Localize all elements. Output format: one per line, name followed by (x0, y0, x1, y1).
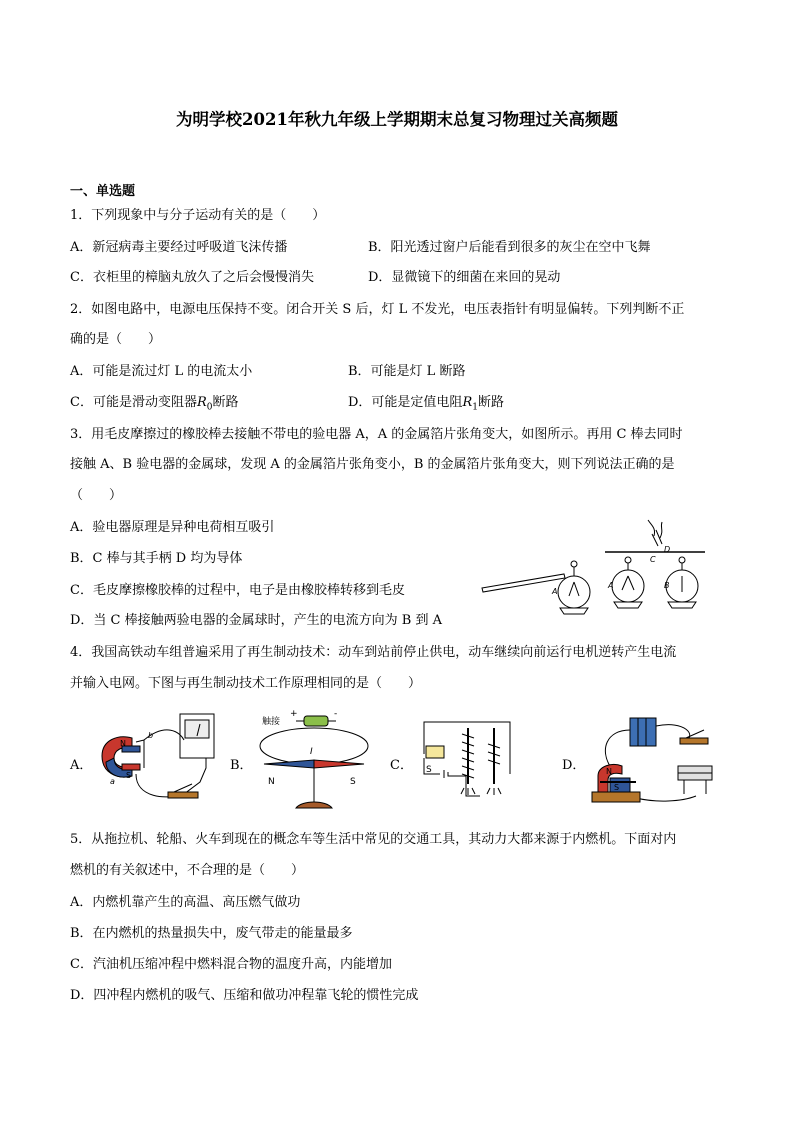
q4-option-d-label: D． (562, 758, 586, 773)
q3-option-c: C．毛皮摩擦橡胶棒的过程中，电子是由橡胶棒转移到毛皮 (70, 583, 405, 598)
q1-option-c: C．衣柜里的樟脑丸放久了之后会慢慢消失 (70, 270, 314, 285)
q1-option-b: B．阳光透过窗户后能看到很多的灰尘在空中飞舞 (368, 240, 651, 255)
q1-stem: 1．下列现象中与分子运动有关的是（ ） (70, 208, 326, 223)
compass-needle (264, 760, 314, 768)
magnet-s: S (126, 771, 132, 780)
q2-option-c-tail: 断路 (212, 395, 239, 410)
q3-stem-line1: 3．用毛皮摩擦过的橡胶棒去接触不带电的验电器 A，A 的金属箔片张角变大，如图所示。再用 C 棒去同时 (70, 427, 683, 442)
q1-option-a: A．新冠病毒主要经过呼吸道飞沫传播 (70, 240, 288, 255)
q2-option-c-var: R (196, 395, 207, 410)
page-title: 为明学校2021年秋九年级上学期期末总复习物理过关高频题 (176, 110, 618, 129)
q2-option-d-text: D．可能是定值电阻 (348, 395, 463, 410)
q3-stem-line2: 接触 A、B 验电器的金属球，发现 A 的金属箔片张角变小，B 的金属箔片张角变大，则下列说法正确的是 (70, 457, 675, 472)
q4-fig-a-generator (96, 712, 224, 804)
magnet-n: N (606, 767, 612, 776)
battery-minus: - (334, 709, 338, 719)
q4-option-a-label: A． (70, 758, 93, 773)
q2-stem-line1: 2．如图电路中，电源电压保持不变。闭合开关 S 后，灯 L 不发光，电压表指针有明显偏转。下列判断不正 (70, 302, 685, 317)
q5-option-c: C．汽油机压缩冲程中燃料混合物的温度升高，内能增加 (70, 957, 392, 972)
label-a1: A (552, 587, 558, 596)
rheostat (426, 746, 444, 758)
q3-option-d: D．当 C 棒接触两验电器的金属球时，产生的电流方向为 B 到 A (70, 613, 442, 628)
battery-plus: + (290, 709, 298, 719)
q2-option-a: A．可能是流过灯 L 的电流太小 (70, 364, 253, 379)
wire-b: b (148, 731, 154, 740)
q2-option-c-text: C．可能是滑动变阻器 (70, 395, 197, 410)
label-b: B (664, 581, 670, 590)
section-heading: 一、单选题 (70, 184, 136, 199)
q2-option-d-sub: 1 (472, 402, 478, 413)
q5-option-d: D．四冲程内燃机的吸气、压缩和做功冲程靠飞轮的惯性完成 (70, 988, 419, 1003)
battery-pack (630, 718, 656, 746)
q4-stem-line1: 4．我国高铁动车组普遍采用了再生制动技术：动车到站前停止供电，动车继续向前运行电机逆转产生电流 (70, 645, 677, 660)
q4-fig-d-motor (586, 710, 720, 810)
q4-option-b-label: B． (230, 758, 253, 773)
q3-option-a: A．验电器原理是异种电荷相互吸引 (70, 520, 275, 535)
magnet-s: S (614, 783, 620, 792)
q3-option-b: B．C 棒与其手柄 D 均为导体 (70, 551, 243, 566)
wire-loop (260, 728, 368, 764)
current-i: I (310, 747, 313, 757)
wire-a: a (110, 777, 115, 786)
label-c: C (650, 555, 656, 564)
electroscope-a-left (558, 561, 590, 614)
q5-option-b: B．在内燃机的热量损失中，废气带走的能量最多 (70, 926, 353, 941)
q2-option-d (348, 394, 504, 417)
electroscope-b (666, 557, 698, 608)
q2-option-c (70, 394, 239, 417)
q4-fig-c-electromagnet (410, 714, 530, 804)
q2-stem-line2: 确的是（ ） (70, 332, 162, 347)
touch-label: 触接 (262, 717, 281, 727)
electroscope-figure (480, 516, 720, 620)
q3-stem-line3: （ ） (70, 488, 123, 503)
q5-option-a: A．内燃机靠产生的高温、高压燃气做功 (70, 895, 301, 910)
q2-option-d-var: R (462, 395, 473, 410)
battery (304, 716, 328, 726)
q4-fig-b-oersted (252, 706, 380, 814)
electroscope-a (612, 557, 644, 608)
q1-option-d: D．显微镜下的细菌在来回的晃动 (368, 270, 561, 285)
q2-option-c-sub: 0 (206, 402, 213, 413)
label-d: D (664, 545, 671, 554)
label-a2: A (608, 581, 614, 590)
needle-s: S (350, 777, 356, 787)
needle-n: N (268, 777, 275, 787)
switch (680, 738, 708, 744)
q4-stem-line2: 并输入电网。下图与再生制动技术工作原理相同的是（ ） (70, 676, 422, 691)
q2-option-b: B．可能是灯 L 断路 (348, 364, 466, 379)
q2-option-d-tail: 断路 (477, 395, 504, 410)
q4-option-c-label: C． (390, 758, 413, 773)
switch-s: S (426, 765, 432, 775)
magnet-n: N (120, 739, 126, 748)
q5-stem-line1: 5．从拖拉机、轮船、火车到现在的概念车等生活中常见的交通工具，其动力大都来源于内燃机。下面对内 (70, 832, 677, 847)
switch (168, 792, 198, 798)
q5-stem-line2: 燃机的有关叙述中，不合理的是（ ） (70, 863, 305, 878)
